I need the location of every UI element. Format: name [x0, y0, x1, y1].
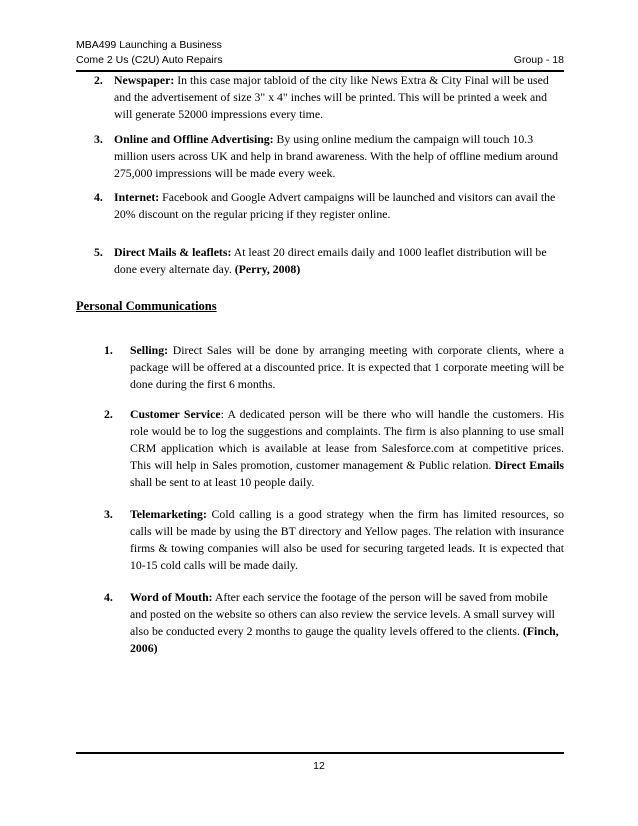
item-number: 5. [94, 245, 103, 259]
item-body [114, 131, 564, 182]
item-body [130, 406, 564, 491]
item-title: Internet: [114, 190, 160, 204]
item-text: After each service the footage of the person will be saved from mobile and posted on the website so others can also review the service levels. A small survey will also be conducted every 2 months to gauge the quality levels offered to the clients. [130, 590, 555, 638]
item-text: By using online medium the campaign will touch 10.3 million users across UK and help in brand awareness. With the help of offline medium around 275,000 impressions will be made every week. [114, 132, 558, 180]
item-body [130, 589, 564, 657]
item-text: At least 20 direct emails daily and 1000 leaflet distribution will be done every alternate day. [114, 245, 547, 276]
item-body [114, 244, 564, 278]
item-body [130, 506, 564, 574]
item-body [114, 189, 564, 223]
item-number: 3. [94, 132, 103, 146]
item-text: In this case major tabloid of the city like News Extra & City Final will be used and the advertisement of size 3" x 4" inches will be printed. This will be printed a week and will generate 52000 impressions every time. [114, 73, 549, 121]
item-bold-phrase: Direct Emails [494, 458, 564, 472]
item-title: Selling: [130, 343, 169, 357]
item-title: Direct Mails & leaflets: [114, 245, 232, 259]
item-number: 4. [94, 190, 103, 204]
item-citation: (Finch, 2006) [130, 624, 559, 655]
header-group-label: Group - 18 [513, 54, 564, 66]
item-number: 4. [104, 590, 113, 604]
item-title: Newspaper: [114, 73, 175, 87]
item-title: Word of Mouth: [130, 590, 213, 604]
item-body [114, 72, 564, 123]
header-course-title: MBA499 Launching a Business [76, 39, 222, 51]
item-text: Cold calling is a good strategy when the firm has limited resources, so calls will be made by using the BT directory and Yellow pages. The relation with insurance firms & towing companies will also be used for securing targeted leads. It is expected that 10-15 cold calls will be made daily. [130, 507, 564, 572]
item-text: Facebook and Google Advert campaigns will be launched and visitors can avail the 20% discount on the regular pricing if they register online. [114, 190, 556, 221]
footer-divider [76, 752, 564, 754]
item-title: Telemarketing: [130, 507, 207, 521]
item-number: 1. [104, 343, 113, 357]
header-second-line [76, 54, 564, 67]
item-body [130, 342, 564, 393]
item-text: Direct Sales will be done by arranging meeting with corporate clients, where a package will be offered at a discounted price. It is expected that 1 corporate meeting will be done during the first 6 months. [130, 343, 564, 391]
page-number: 12 [313, 760, 325, 772]
item-number: 3. [104, 507, 113, 521]
item-title: Online and Offline Advertising: [114, 132, 274, 146]
item-number: 2. [94, 73, 103, 87]
item-citation: (Perry, 2008) [234, 262, 301, 276]
item-text-tail: shall be sent to at least 10 people daily. [130, 475, 315, 489]
section-heading: Personal Communications [76, 299, 217, 313]
item-title: Customer Service [130, 407, 221, 421]
item-number: 2. [104, 407, 113, 421]
item-text: : A dedicated person will be there who will handle the customers. His role would be to log the suggestions and complaints. The firm is also planning to use small CRM application which is available at lease from Salesforce.com at competitive prices. This will help in Sales promotion, customer management & Public relation. [130, 407, 564, 472]
header-company-name: Come 2 Us (C2U) Auto Repairs [76, 54, 223, 66]
